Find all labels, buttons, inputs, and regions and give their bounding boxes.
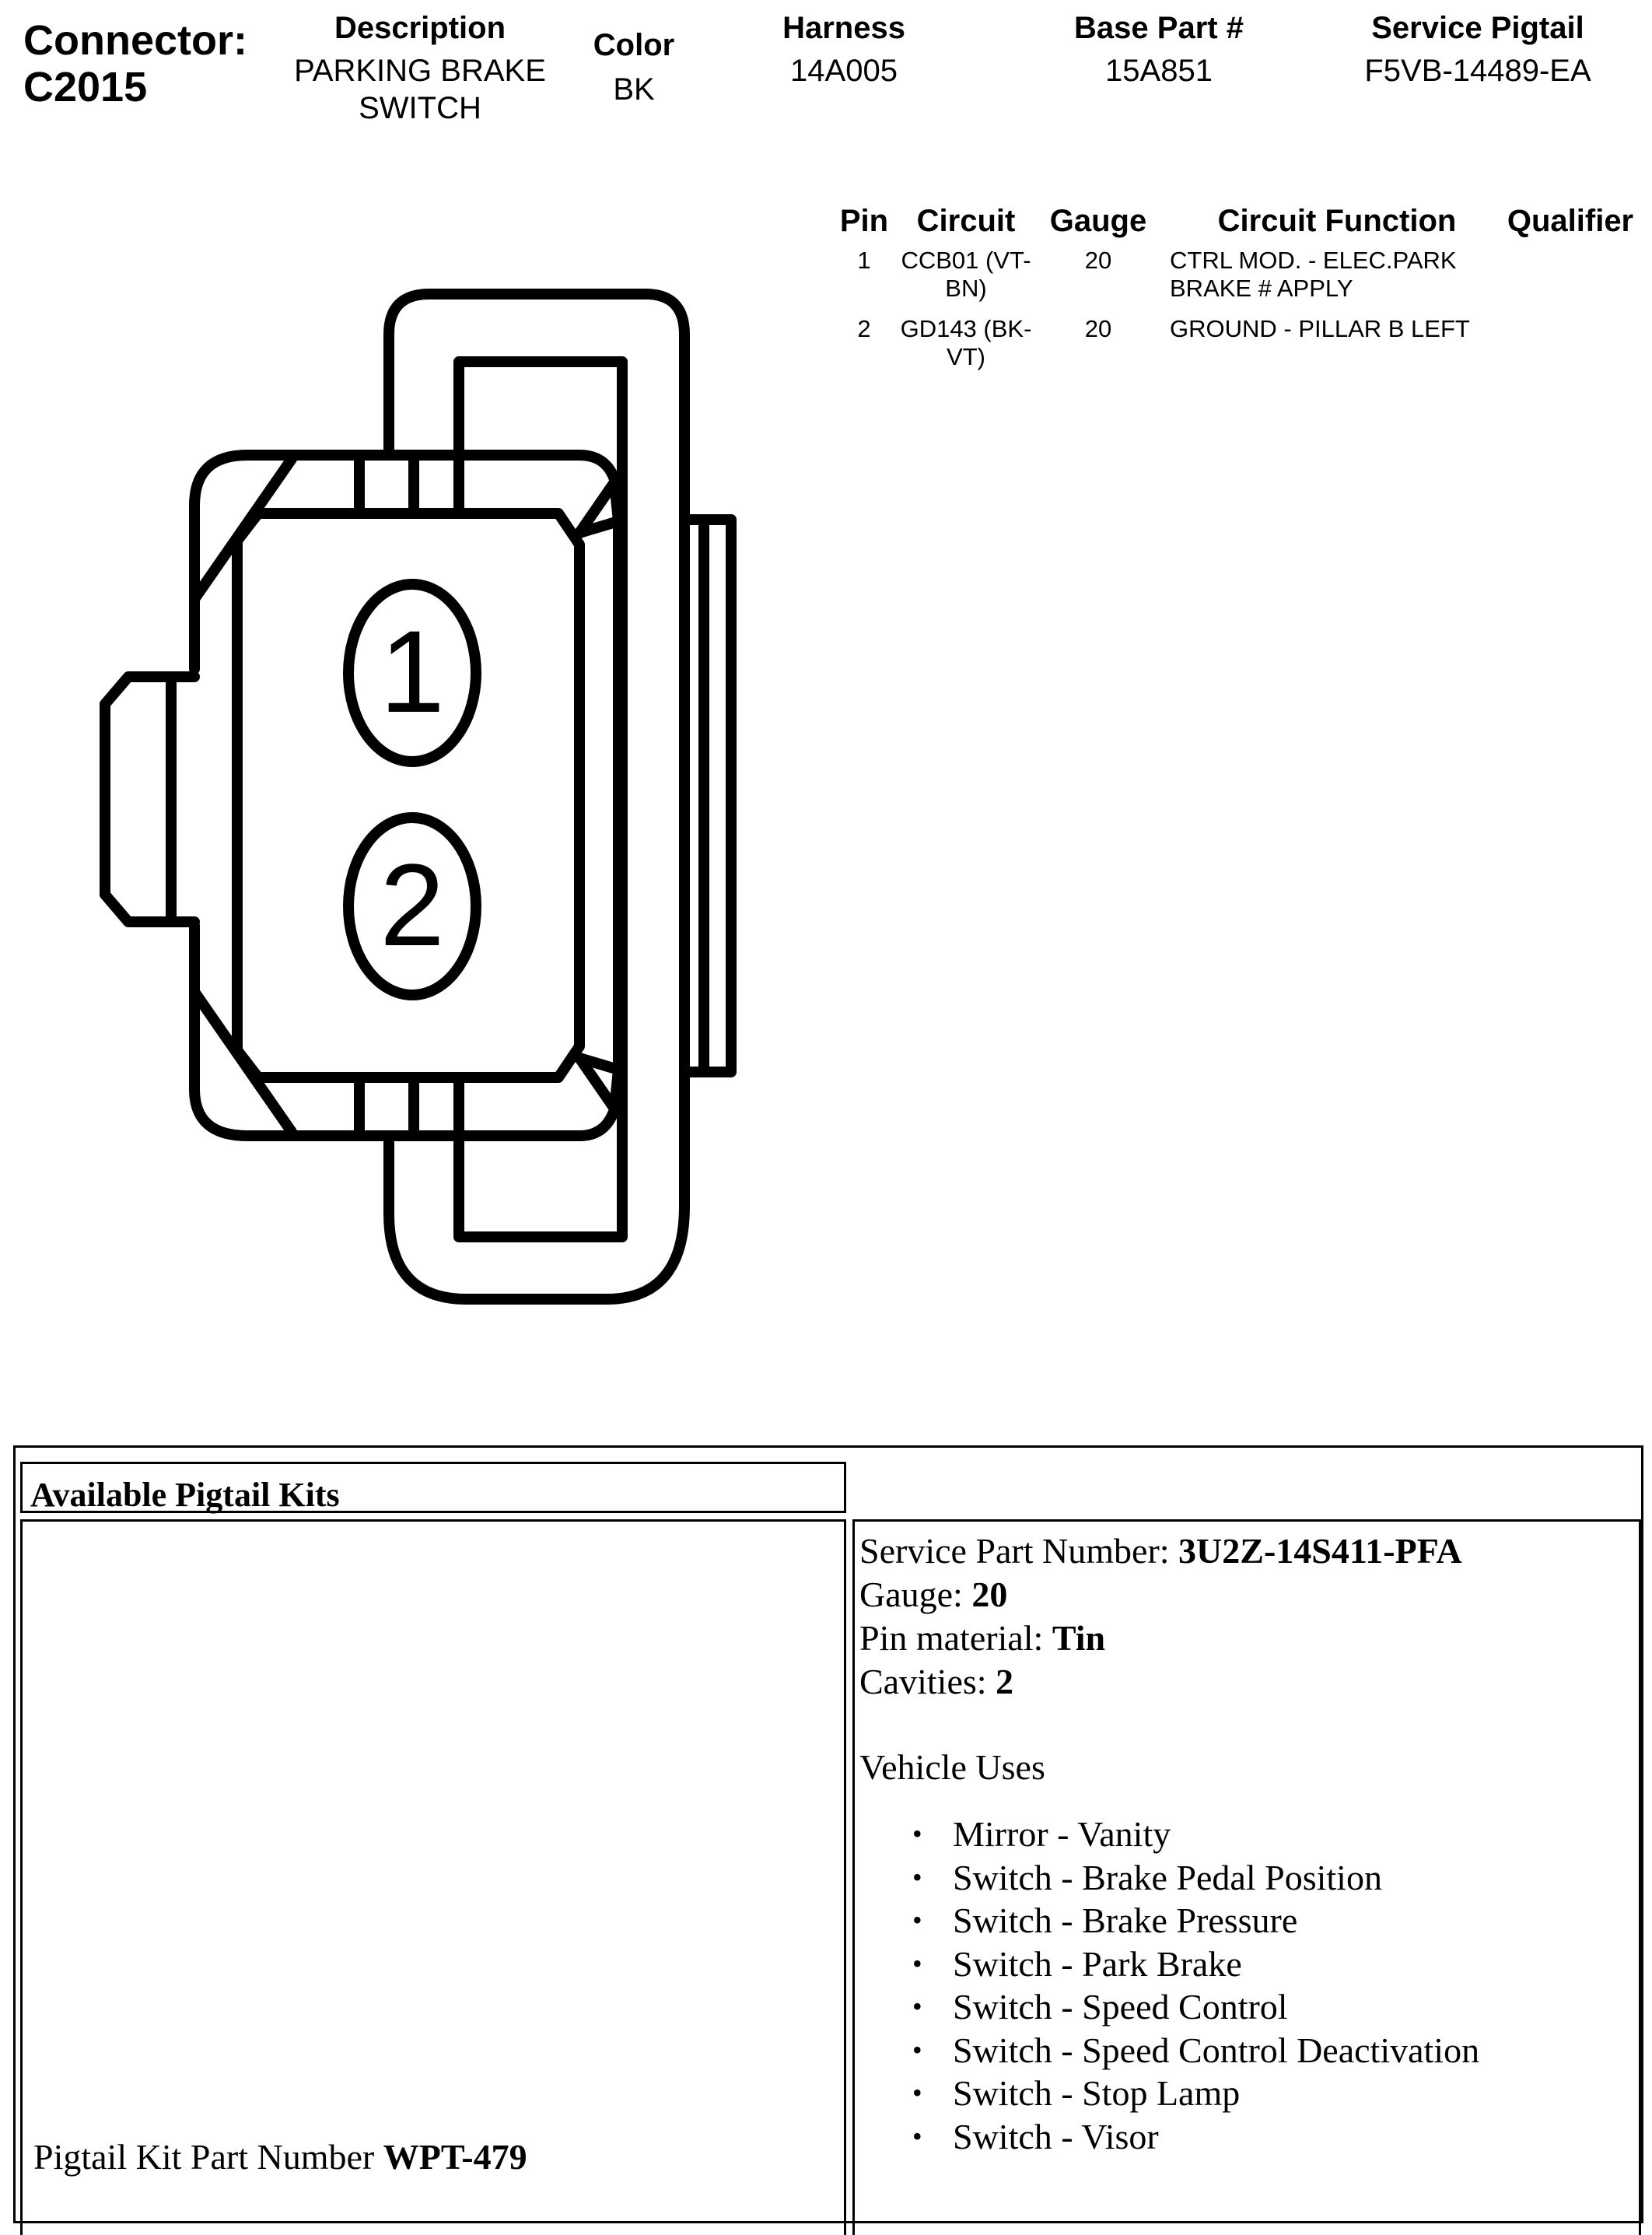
gauge-header: Gauge [1049,204,1147,238]
kit-part-value: WPT-479 [383,2137,527,2177]
service-part-label: Service Part Number: [859,1531,1179,1571]
kit-info [855,1522,1639,2158]
function-line1: CTRL MOD. - ELEC.PARK [1170,247,1457,274]
function-cell [1160,247,1504,315]
description-label: Description [334,11,506,45]
corner-top-left [194,459,292,599]
gauge-value: 20 [971,1575,1008,1614]
gauge-cell: 20 [1084,247,1112,274]
left-tab [105,677,194,922]
list-item: • Switch - Stop Lamp [953,2072,1639,2115]
qualifier-cell [1504,247,1636,315]
color-value: BK [613,72,655,107]
list-item: • Mirror - Vanity [953,1813,1639,1856]
service-pigtail-label: Service Pigtail [1371,11,1584,45]
gauge-line [859,1573,1639,1617]
latch-outer [389,294,684,1299]
kits-title: Available Pigtail Kits [30,1476,340,1514]
qualifier-cell [1504,315,1636,384]
service-part-line [859,1529,1639,1573]
connector-label: Connector: [23,17,247,64]
kit-left-cell [20,1519,846,2235]
pin-number: 1 [857,247,871,274]
base-part-value: 15A851 [1105,54,1213,88]
gauge-label: Gauge: [859,1575,972,1614]
list-item: • Switch - Speed Control Deactivation [953,2029,1639,2072]
pin-material-line [859,1617,1639,1660]
service-pigtail-value: F5VB-14489-EA [1364,54,1591,88]
gauge-cell: 20 [1084,315,1112,342]
color-label: Color [593,28,675,62]
pin-header: Pin [839,204,889,238]
cavities-value: 2 [996,1662,1014,1701]
pin-number: 2 [857,315,871,342]
list-item: • Switch - Brake Pedal Position [953,1856,1639,1900]
connector-diagram [0,0,778,1338]
table-row [832,247,1636,315]
circuit-cell [896,315,1036,384]
pin-table [832,204,1636,384]
circuit-line2: BN) [945,275,987,302]
list-item: • Switch - Park Brake [953,1942,1639,1986]
function-line2: BRAKE # APPLY [1170,275,1353,302]
corner-bottom-left [194,992,292,1132]
kit-part-number [33,2136,527,2177]
kits-title-box [20,1462,846,1513]
function-line1: GROUND - PILLAR B LEFT [1170,315,1470,342]
list-item: • Switch - Speed Control [953,1985,1639,2029]
cavities-label: Cavities: [859,1662,996,1701]
circuit-line2: VT) [947,343,985,370]
harness-label: Harness [782,11,905,45]
connector-id: C2015 [23,64,148,110]
function-header: Circuit Function [1217,204,1457,238]
pigtail-kits-section [13,1445,1643,2223]
pin1-label: 1 [380,606,445,737]
kit-part-label: Pigtail Kit Part Number [33,2137,383,2177]
wedge-bottom [579,1058,618,1109]
pin-material-label: Pin material: [859,1618,1052,1658]
description-line1: PARKING BRAKE [294,54,546,88]
vehicle-uses-label: Vehicle Uses [859,1747,1045,1787]
circuit-cell [896,247,1036,315]
vehicle-uses-list [859,1813,1639,2158]
harness-value: 14A005 [790,54,898,88]
circuit-header: Circuit [916,204,1016,238]
circuit-line1: GD143 (BK- [900,315,1032,342]
kit-right-cell [852,1519,1641,2235]
function-cell [1160,315,1504,384]
table-row [832,315,1636,384]
pin2-label: 2 [380,839,445,970]
wedge-top [579,482,618,533]
service-part-value: 3U2Z-14S411-PFA [1178,1531,1462,1571]
base-part-label: Base Part # [1074,11,1244,45]
pin-material-value: Tin [1052,1618,1106,1658]
circuit-line1: CCB01 (VT- [901,247,1031,274]
list-item: • Switch - Visor [953,2115,1639,2159]
pin-table-header [832,204,1636,247]
cavities-line [859,1660,1639,1704]
description-line2: SWITCH [359,91,481,125]
latch-inner [459,362,622,1237]
base-part-block [1034,11,1283,89]
list-item: • Switch - Brake Pressure [953,1899,1639,1942]
service-pigtail-block [1322,11,1633,89]
qualifier-header: Qualifier [1507,204,1634,238]
body-outline [194,455,618,1136]
